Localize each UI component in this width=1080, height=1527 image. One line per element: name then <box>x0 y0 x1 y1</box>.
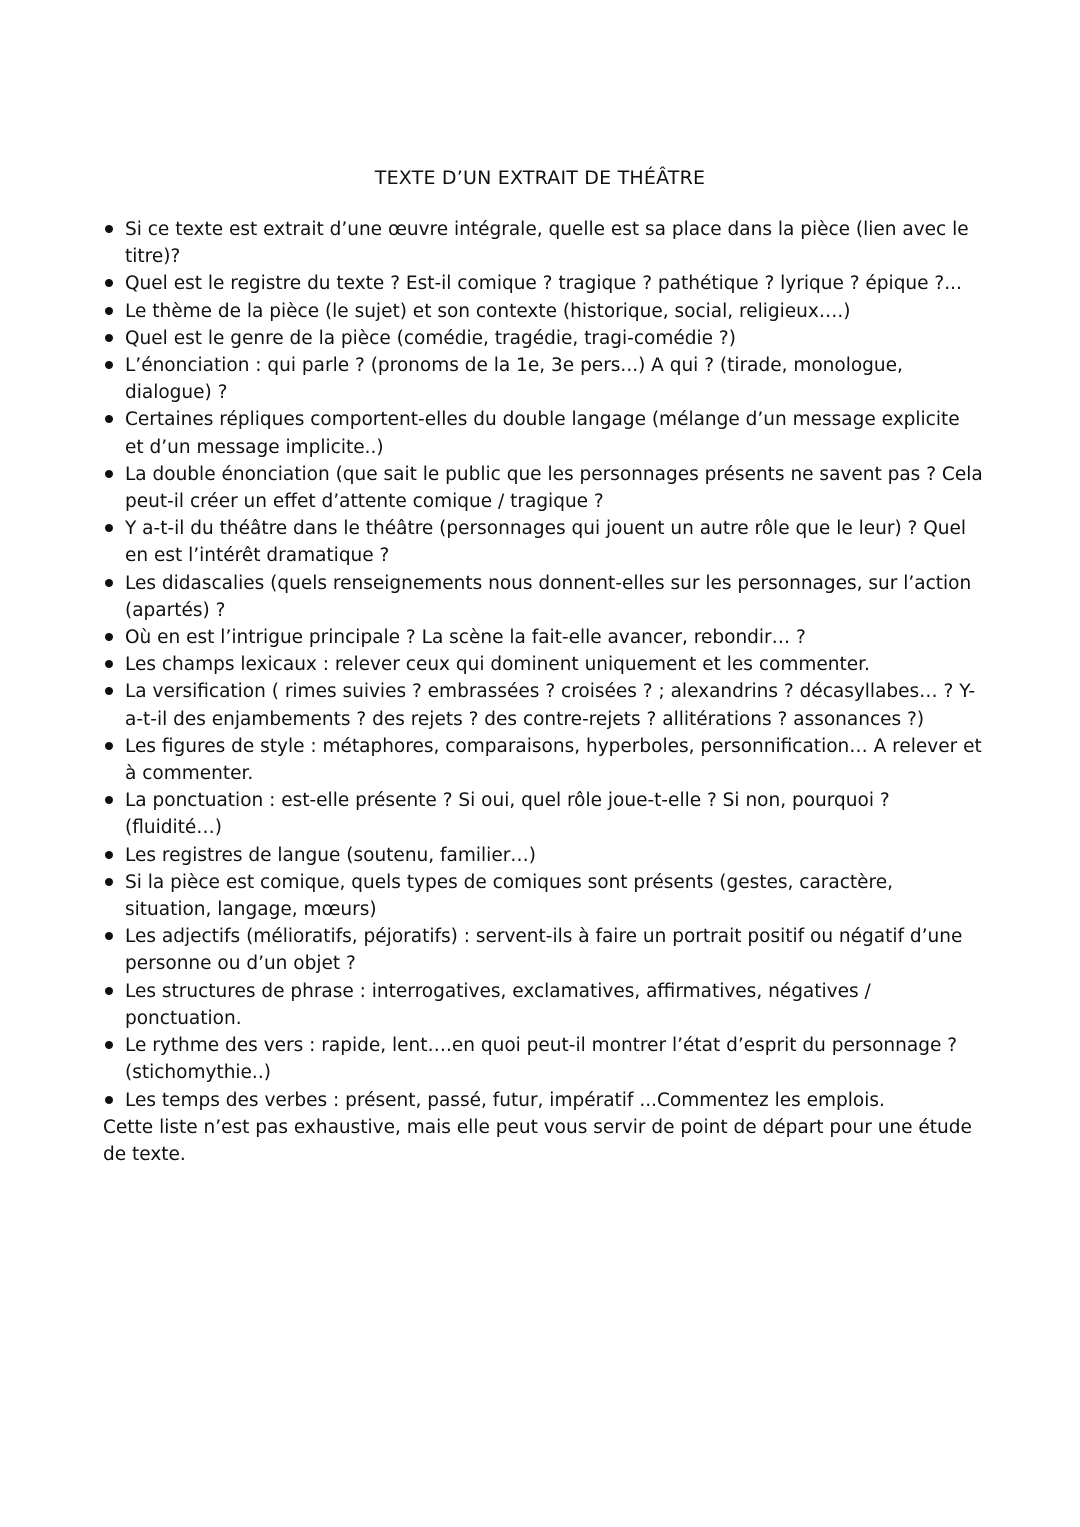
list-item: Les structures de phrase : interrogatives, exclamatives, affirmatives, négatives / ponctuation. <box>103 978 983 1032</box>
list-item: Si ce texte est extrait d’une œuvre intégrale, quelle est sa place dans la pièce (lien avec le titre)? <box>103 216 983 270</box>
list-item: Les champs lexicaux : relever ceux qui dominent uniquement et les commenter. <box>103 651 983 678</box>
list-item: Les adjectifs (mélioratifs, péjoratifs) : servent-ils à faire un portrait positif ou négatif d’une personne ou d’un objet ? <box>103 923 983 977</box>
list-item: Où en est l’intrigue principale ? La scène la fait-elle avancer, rebondir… ? <box>103 624 983 651</box>
list-item: La double énonciation (que sait le public que les personnages présents ne savent pas ? Cela peut-il créer un effet d’attente comique / tragique ? <box>103 461 983 515</box>
list-item: La ponctuation : est-elle présente ? Si oui, quel rôle joue-t-elle ? Si non, pourquoi ? (fluidité…) <box>103 787 983 841</box>
closing-note: Cette liste n’est pas exhaustive, mais elle peut vous servir de point de départ pour une étude de texte. <box>103 1116 972 1165</box>
list-item: Quel est le genre de la pièce (comédie, tragédie, tragi-comédie ?) <box>103 325 983 352</box>
list-item: Les registres de langue (soutenu, familier…) <box>103 842 983 869</box>
document-body <box>103 216 983 1168</box>
list-item: Quel est le registre du texte ? Est-il comique ? tragique ? pathétique ? lyrique ? épique ?... <box>103 270 983 297</box>
list-item: Y a-t-il du théâtre dans le théâtre (personnages qui jouent un autre rôle que le leur) ? Quel en est l’intérêt dramatique ? <box>103 515 983 569</box>
list-item: La versification ( rimes suivies ? embrassées ? croisées ? ; alexandrins ? décasyllabes… ? Y-a-t-il des enjambements ? des rejets ? des contre-rejets ? allitérations ? assonances ?) <box>103 678 983 732</box>
checklist <box>103 216 983 1114</box>
list-item: Le thème de la pièce (le sujet) et son contexte (historique, social, religieux….) <box>103 298 983 325</box>
list-item: Le rythme des vers : rapide, lent….en quoi peut-il montrer l’état d’esprit du personnage ? (stichomythie..) <box>103 1032 983 1086</box>
list-item: Les temps des verbes : présent, passé, futur, impératif ...Commentez les emplois. <box>103 1087 983 1114</box>
list-item: Les figures de style : métaphores, comparaisons, hyperboles, personnification… A relever et à commenter. <box>103 733 983 787</box>
list-item: L’énonciation : qui parle ? (pronoms de la 1e, 3e pers...) A qui ? (tirade, monologue, dialogue) ? <box>103 352 983 406</box>
list-item: Si la pièce est comique, quels types de comiques sont présents (gestes, caractère, situation, langage, mœurs) <box>103 869 983 923</box>
page-title: TEXTE D’UN EXTRAIT DE THÉÂTRE <box>374 167 706 189</box>
list-item: Certaines répliques comportent-elles du double langage (mélange d’un message explicite et d’un message implicite..) <box>103 406 983 460</box>
list-item: Les didascalies (quels renseignements nous donnent-elles sur les personnages, sur l’action (apartés) ? <box>103 570 983 624</box>
